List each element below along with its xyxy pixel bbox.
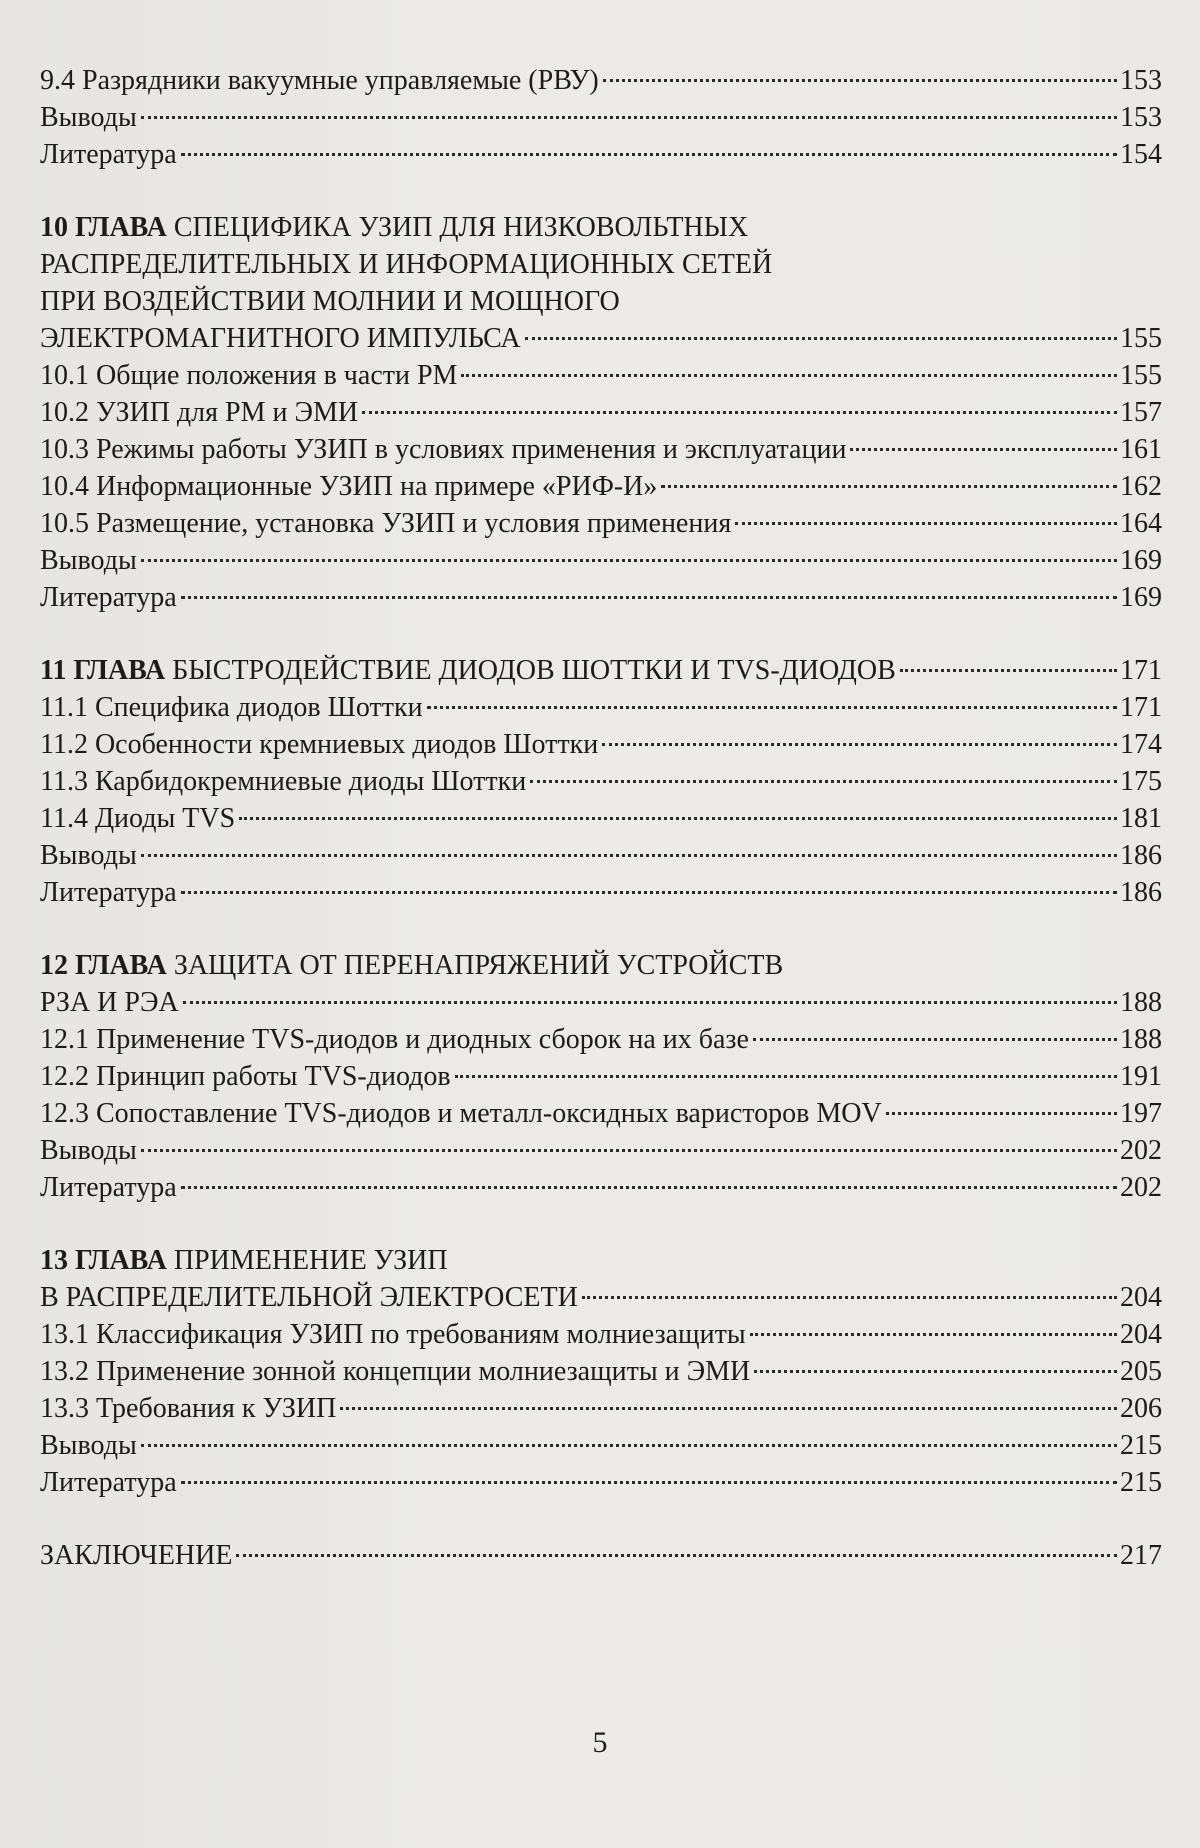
chapter-heading-last (40, 1279, 1162, 1316)
toc-entry-page: 204 (1120, 1319, 1162, 1350)
toc-entry-page: 161 (1120, 434, 1162, 465)
toc-entry-title: 13.1 Классификация УЗИП по требованиям молниезащиты (40, 1319, 746, 1350)
dot-leader (181, 1186, 1117, 1189)
table-of-contents (40, 62, 1162, 1574)
toc-entry-title: 13.3 Требования к УЗИП (40, 1393, 337, 1424)
toc-entry-page: 169 (1120, 545, 1162, 576)
toc-entry-page: 169 (1120, 582, 1162, 613)
dot-leader (750, 1333, 1117, 1336)
toc-entry-title: 10.3 Режимы работы УЗИП в условиях применения и эксплуатации (40, 434, 847, 465)
toc-entry (40, 837, 1162, 874)
dot-leader (141, 854, 1117, 857)
dot-leader (850, 448, 1117, 451)
toc-entry-title: Литература (40, 1172, 177, 1203)
toc-entry-page: 174 (1120, 729, 1162, 760)
chapter-page: 171 (1120, 655, 1162, 686)
toc-entry-title: 10.4 Информационные УЗИП на примере «РИФ-И» (40, 471, 658, 502)
toc-entry-title: Выводы (40, 1135, 137, 1166)
dot-leader (236, 1554, 1117, 1557)
toc-entry-page: 205 (1120, 1356, 1162, 1387)
toc-entry-page: 155 (1120, 360, 1162, 391)
page-number: 5 (592, 1726, 608, 1759)
toc-entry-title: 13.2 Применение зонной концепции молниезащиты и ЭМИ (40, 1356, 751, 1387)
dot-leader (582, 1296, 1117, 1299)
toc-entry (40, 689, 1162, 726)
toc-entry-page: 215 (1120, 1430, 1162, 1461)
toc-entry-page: 164 (1120, 508, 1162, 539)
toc-entry-page: 202 (1120, 1172, 1162, 1203)
chapter-title-line: ЭЛЕКТРОМАГНИТНОГО ИМПУЛЬСА (40, 323, 521, 354)
dot-leader (900, 669, 1117, 672)
toc-entry-title: 12.3 Сопоставление TVS-диодов и металл-оксидных варисторов MOV (40, 1098, 882, 1129)
toc-entry-page: 186 (1120, 877, 1162, 908)
toc-entry-title: 10.2 УЗИП для РМ и ЭМИ (40, 397, 359, 428)
dot-leader (525, 337, 1117, 340)
dot-leader (141, 559, 1117, 562)
dot-leader (602, 743, 1117, 746)
toc-entry-page: 154 (1120, 139, 1162, 170)
toc-entry (40, 62, 1162, 99)
toc-entry (40, 1058, 1162, 1095)
toc-entry-title: Литература (40, 582, 177, 613)
toc-entry-title: 11.2 Особенности кремниевых диодов Шоттки (40, 729, 599, 760)
toc-entry-page: 217 (1120, 1540, 1162, 1571)
chapter-heading-last (40, 984, 1162, 1021)
toc-entry-page: 191 (1120, 1061, 1162, 1092)
dot-leader (141, 1149, 1117, 1152)
toc-entry (40, 1169, 1162, 1206)
dot-leader (461, 374, 1117, 377)
chapter-page: 188 (1120, 987, 1162, 1018)
toc-entry-page: 186 (1120, 840, 1162, 871)
toc-entry (40, 1427, 1162, 1464)
toc-entry-page: 153 (1120, 65, 1162, 96)
chapter-title: БЫСТРОДЕЙСТВИЕ ДИОДОВ ШОТТКИ И TVS-ДИОДОВ (172, 655, 896, 686)
toc-entry-title: Выводы (40, 1430, 137, 1461)
toc-entry (40, 1353, 1162, 1390)
toc-entry (40, 505, 1162, 542)
dot-leader (181, 1481, 1117, 1484)
chapter-title-line: РЗА И РЭА (40, 987, 179, 1018)
chapter-label: 12 ГЛАВА (40, 950, 167, 981)
toc-entry-page: 188 (1120, 1024, 1162, 1055)
toc-entry-title: 11.4 Диоды TVS (40, 803, 236, 834)
toc-entry (40, 99, 1162, 136)
toc-entry-title: Литература (40, 877, 177, 908)
chapter-heading (40, 209, 1162, 246)
dot-leader (141, 1444, 1117, 1447)
toc-entry (40, 357, 1162, 394)
toc-entry (40, 800, 1162, 837)
chapter-label: 13 ГЛАВА (40, 1245, 167, 1276)
chapter-title-line: ЗАЩИТА ОТ ПЕРЕНАПРЯЖЕНИЙ УСТРОЙСТВ (173, 950, 784, 981)
toc-entry-title: Литература (40, 139, 177, 170)
dot-leader (181, 891, 1117, 894)
toc-entry (40, 763, 1162, 800)
dot-leader (141, 116, 1117, 119)
toc-entry-page: 157 (1120, 397, 1162, 428)
toc-entry-title: 11.3 Карбидокремниевые диоды Шоттки (40, 766, 527, 797)
chapter-title-line: ПРИ ВОЗДЕЙСТВИИ МОЛНИИ И МОЩНОГО (40, 286, 620, 317)
chapter-page: 204 (1120, 1282, 1162, 1313)
toc-entry-page: 206 (1120, 1393, 1162, 1424)
toc-entry (40, 1021, 1162, 1058)
toc-entry (40, 542, 1162, 579)
toc-entry (40, 1390, 1162, 1427)
dot-leader (661, 485, 1117, 488)
chapter-heading (40, 652, 1162, 689)
dot-leader (427, 706, 1117, 709)
chapter-label: 10 ГЛАВА (40, 212, 167, 243)
dot-leader (181, 596, 1117, 599)
chapter-heading (40, 947, 1162, 984)
dot-leader (183, 1001, 1117, 1004)
toc-entry-page: 171 (1120, 692, 1162, 723)
toc-entry (40, 468, 1162, 505)
toc-entry (40, 1132, 1162, 1169)
toc-entry-page: 202 (1120, 1135, 1162, 1166)
toc-entry-page: 181 (1120, 803, 1162, 834)
toc-entry-title: 10.1 Общие положения в части РМ (40, 360, 458, 391)
toc-entry-title: 10.5 Размещение, установка УЗИП и условия применения (40, 508, 732, 539)
toc-entry-title: Литература (40, 1467, 177, 1498)
chapter-title-line: СПЕЦИФИКА УЗИП ДЛЯ НИЗКОВОЛЬТНЫХ (173, 212, 749, 243)
dot-leader (362, 411, 1117, 414)
toc-entry-title: Выводы (40, 545, 137, 576)
toc-entry (40, 431, 1162, 468)
toc-entry-title: ЗАКЛЮЧЕНИЕ (40, 1540, 233, 1571)
toc-entry-page: 215 (1120, 1467, 1162, 1498)
chapter-title-line: РАСПРЕДЕЛИТЕЛЬНЫХ И ИНФОРМАЦИОННЫХ СЕТЕЙ (40, 249, 773, 280)
dot-leader (603, 79, 1117, 82)
chapter-title-line: ПРИМЕНЕНИЕ УЗИП (173, 1245, 448, 1276)
dot-leader (754, 1370, 1117, 1373)
toc-entry (40, 1095, 1162, 1132)
toc-entry-title: 12.1 Применение TVS-диодов и диодных сборок на их базе (40, 1024, 749, 1055)
toc-entry (40, 1464, 1162, 1501)
dot-leader (753, 1038, 1117, 1041)
dot-leader (886, 1112, 1117, 1115)
dot-leader (181, 153, 1117, 156)
chapter-heading-last (40, 320, 1162, 357)
toc-entry (40, 1316, 1162, 1353)
toc-entry-title: 12.2 Принцип работы TVS-диодов (40, 1061, 451, 1092)
dot-leader (340, 1407, 1117, 1410)
toc-entry-page: 197 (1120, 1098, 1162, 1129)
toc-entry-title: 9.4 Разрядники вакуумные управляемые (РВУ) (40, 65, 599, 96)
toc-entry-title: 11.1 Специфика диодов Шоттки (40, 692, 423, 723)
chapter-title-line: В РАСПРЕДЕЛИТЕЛЬНОЙ ЭЛЕКТРОСЕТИ (40, 1282, 578, 1313)
dot-leader (735, 522, 1117, 525)
dot-leader (455, 1075, 1117, 1078)
toc-entry-page: 162 (1120, 471, 1162, 502)
toc-entry-page: 153 (1120, 102, 1162, 133)
dot-leader (239, 817, 1117, 820)
toc-entry (40, 726, 1162, 763)
toc-entry-title: Выводы (40, 102, 137, 133)
toc-entry (40, 136, 1162, 173)
toc-entry-title: Выводы (40, 840, 137, 871)
toc-entry-page: 175 (1120, 766, 1162, 797)
toc-entry-conclusion (40, 1537, 1162, 1574)
toc-entry (40, 394, 1162, 431)
toc-entry (40, 874, 1162, 911)
chapter-heading (40, 1242, 1162, 1279)
chapter-page: 155 (1120, 323, 1162, 354)
toc-entry (40, 579, 1162, 616)
dot-leader (530, 780, 1117, 783)
chapter-label: 11 ГЛАВА (40, 655, 166, 686)
